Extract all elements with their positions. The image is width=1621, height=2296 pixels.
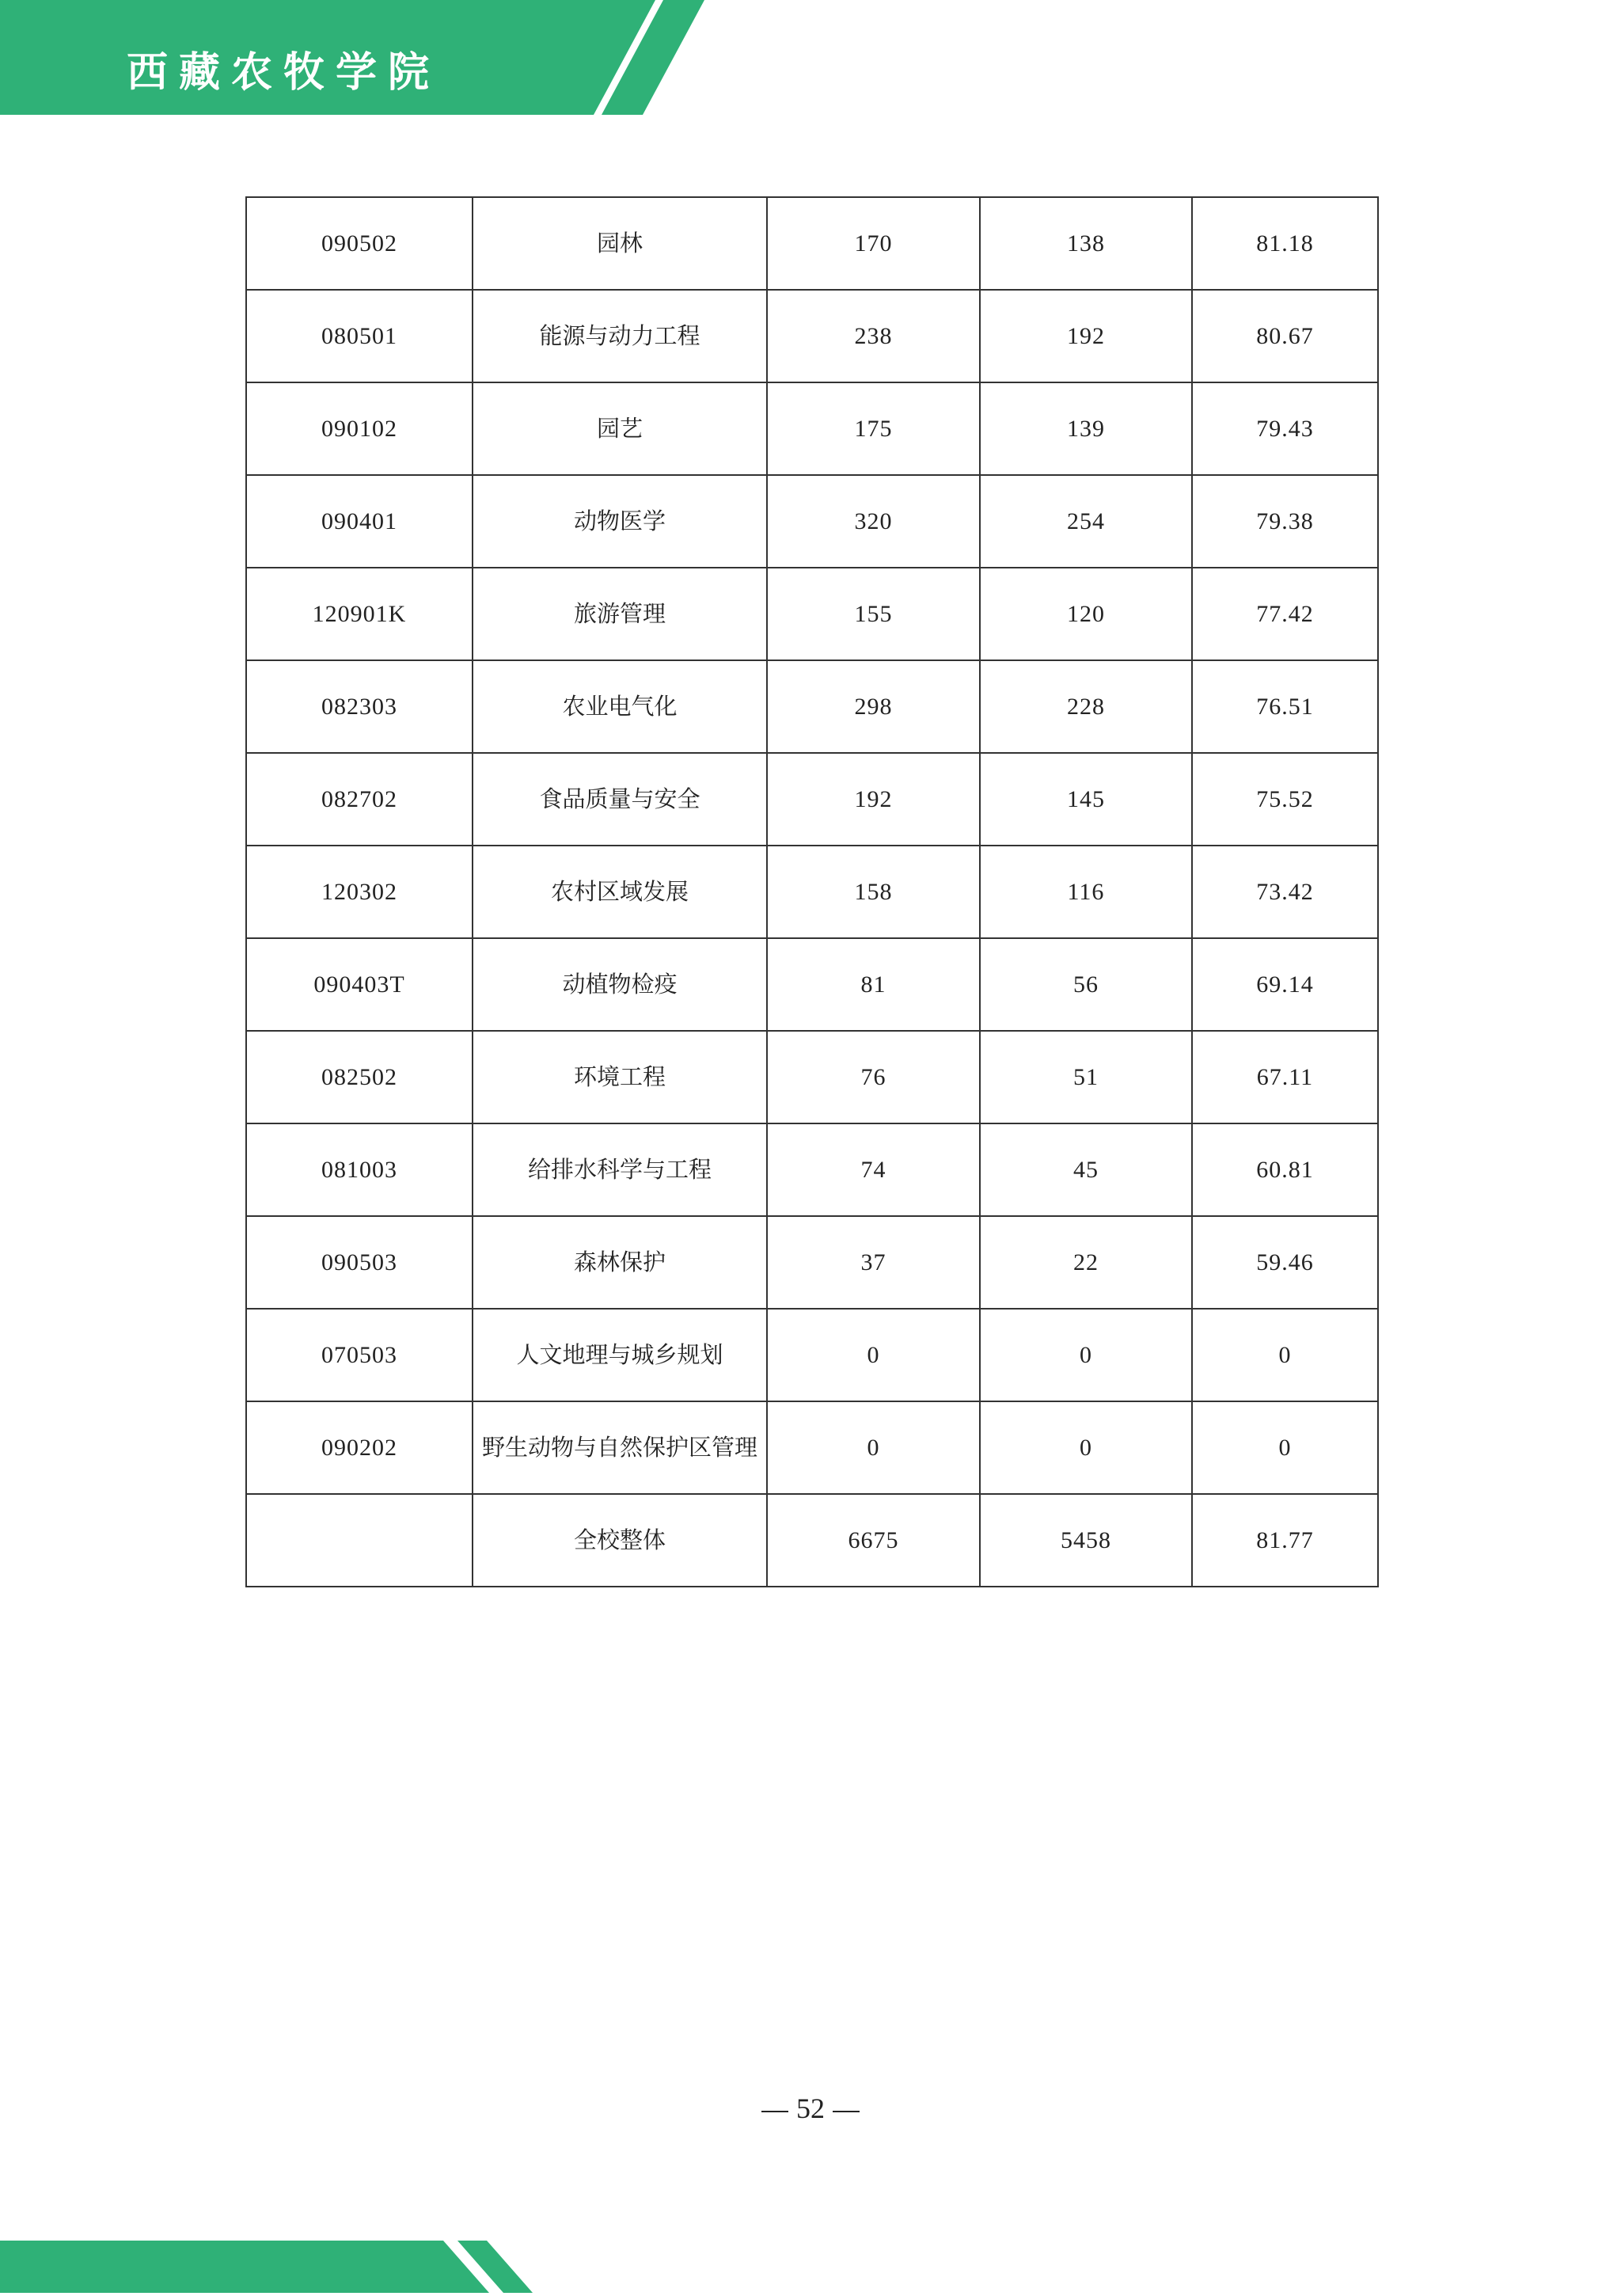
cell-value-a: 158 [767, 846, 980, 938]
table-row [246, 846, 1378, 938]
table-row [246, 1401, 1378, 1494]
cell-major-name: 园艺 [473, 382, 767, 475]
cell-value-c: 79.43 [1192, 382, 1378, 475]
cell-major-name: 动物医学 [473, 475, 767, 568]
cell-major-name: 环境工程 [473, 1031, 767, 1123]
table-row [246, 1216, 1378, 1309]
table-row [246, 1494, 1378, 1587]
cell-value-a: 175 [767, 382, 980, 475]
cell-value-c: 81.77 [1192, 1494, 1378, 1587]
header-band [0, 0, 1621, 115]
cell-value-c: 67.11 [1192, 1031, 1378, 1123]
table-row [246, 938, 1378, 1031]
table-row [246, 660, 1378, 753]
cell-value-c: 79.38 [1192, 475, 1378, 568]
table-row [246, 1123, 1378, 1216]
cell-major-name: 全校整体 [473, 1494, 767, 1587]
page-number-value: 52 [796, 2093, 825, 2124]
cell-value-b: 139 [980, 382, 1192, 475]
cell-value-a: 298 [767, 660, 980, 753]
cell-code: 090503 [246, 1216, 473, 1309]
table-row [246, 290, 1378, 382]
cell-value-a: 37 [767, 1216, 980, 1309]
cell-code [246, 1494, 473, 1587]
cell-code: 090202 [246, 1401, 473, 1494]
dash-left [761, 2111, 788, 2112]
cell-value-a: 320 [767, 475, 980, 568]
cell-value-b: 45 [980, 1123, 1192, 1216]
cell-major-name: 能源与动力工程 [473, 290, 767, 382]
cell-value-b: 22 [980, 1216, 1192, 1309]
table-row [246, 1031, 1378, 1123]
cell-code: 080501 [246, 290, 473, 382]
cell-major-name: 园林 [473, 197, 767, 290]
cell-value-c: 69.14 [1192, 938, 1378, 1031]
cell-value-c: 0 [1192, 1309, 1378, 1401]
cell-major-name: 人文地理与城乡规划 [473, 1309, 767, 1401]
table-row [246, 382, 1378, 475]
school-name: 西藏农牧学院 [127, 48, 441, 97]
cell-value-a: 0 [767, 1309, 980, 1401]
cell-value-a: 238 [767, 290, 980, 382]
table-row [246, 1309, 1378, 1401]
dash-right [833, 2111, 860, 2112]
cell-value-b: 51 [980, 1031, 1192, 1123]
table-body [246, 197, 1378, 1587]
cell-value-a: 0 [767, 1401, 980, 1494]
cell-code: 090102 [246, 382, 473, 475]
table-row [246, 475, 1378, 568]
cell-value-a: 192 [767, 753, 980, 846]
cell-value-b: 5458 [980, 1494, 1192, 1587]
cell-major-name: 野生动物与自然保护区管理 [473, 1401, 767, 1494]
cell-value-c: 76.51 [1192, 660, 1378, 753]
page-number [0, 2094, 1621, 2123]
cell-value-c: 59.46 [1192, 1216, 1378, 1309]
cell-value-c: 60.81 [1192, 1123, 1378, 1216]
cell-value-c: 81.18 [1192, 197, 1378, 290]
cell-code: 070503 [246, 1309, 473, 1401]
cell-value-c: 80.67 [1192, 290, 1378, 382]
cell-major-name: 动植物检疫 [473, 938, 767, 1031]
cell-value-a: 170 [767, 197, 980, 290]
cell-value-b: 228 [980, 660, 1192, 753]
cell-code: 120302 [246, 846, 473, 938]
major-statistics-table [245, 196, 1379, 1587]
cell-value-a: 74 [767, 1123, 980, 1216]
cell-value-b: 138 [980, 197, 1192, 290]
table-row [246, 753, 1378, 846]
cell-value-a: 155 [767, 568, 980, 660]
table-row [246, 568, 1378, 660]
cell-value-c: 0 [1192, 1401, 1378, 1494]
cell-major-name: 农村区域发展 [473, 846, 767, 938]
cell-value-b: 145 [980, 753, 1192, 846]
cell-code: 082502 [246, 1031, 473, 1123]
cell-code: 082303 [246, 660, 473, 753]
cell-code: 090401 [246, 475, 473, 568]
cell-value-c: 77.42 [1192, 568, 1378, 660]
cell-code: 090403T [246, 938, 473, 1031]
cell-value-b: 192 [980, 290, 1192, 382]
cell-major-name: 旅游管理 [473, 568, 767, 660]
cell-code: 090502 [246, 197, 473, 290]
cell-major-name: 给排水科学与工程 [473, 1123, 767, 1216]
cell-code: 081003 [246, 1123, 473, 1216]
cell-value-b: 116 [980, 846, 1192, 938]
cell-value-b: 0 [980, 1309, 1192, 1401]
cell-value-b: 254 [980, 475, 1192, 568]
cell-major-name: 农业电气化 [473, 660, 767, 753]
cell-value-b: 56 [980, 938, 1192, 1031]
cell-value-b: 120 [980, 568, 1192, 660]
cell-code: 082702 [246, 753, 473, 846]
cell-code: 120901K [246, 568, 473, 660]
cell-value-b: 0 [980, 1401, 1192, 1494]
footer-band-graphic [0, 2233, 1621, 2293]
cell-major-name: 森林保护 [473, 1216, 767, 1309]
cell-major-name: 食品质量与安全 [473, 753, 767, 846]
footer-band [0, 2233, 1621, 2293]
table-row [246, 197, 1378, 290]
cell-value-c: 75.52 [1192, 753, 1378, 846]
cell-value-a: 81 [767, 938, 980, 1031]
cell-value-a: 76 [767, 1031, 980, 1123]
cell-value-c: 73.42 [1192, 846, 1378, 938]
cell-value-a: 6675 [767, 1494, 980, 1587]
